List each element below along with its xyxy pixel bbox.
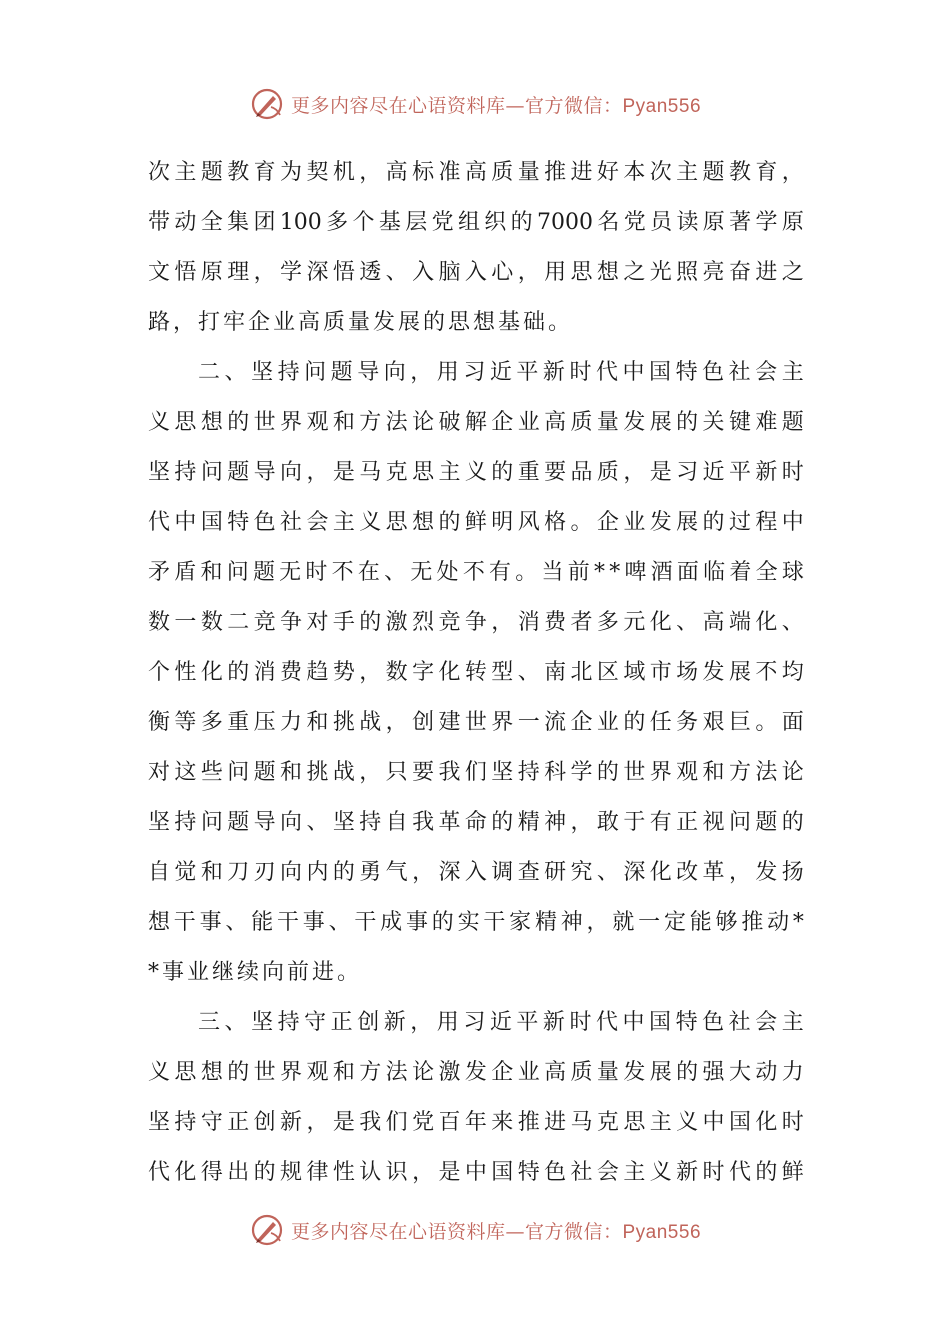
text-line: 文 悟 原 理 ， 学 深 悟 透 、 入 脑 入 心 ， 用 思 想 之 光 照 亮 奋 进 之 — [148, 260, 804, 285]
text-line: *事业继续向前进。 — [148, 960, 363, 985]
text-line: 自 觉 和 刀 刃 向 内 的 勇 气 ， 深 入 调 查 研 究 、 深 化 改 革 ， 发 扬 — [148, 860, 804, 885]
header-watermark-text: 更多内容尽在心语资料库—官方微信： — [290, 94, 623, 117]
pen-logo-icon — [249, 86, 285, 122]
footer-watermark — [0, 1210, 950, 1250]
text-line: 义 思 想 的 世 界 观 和 方 法 论 破 解 企 业 高 质 量 发 展 的 关 键 难 题 — [148, 410, 804, 435]
text-line: 衡 等 多 重 压 力 和 挑 战 ， 创 建 世 界 一 流 企 业 的 任 务 艰 巨 。 面 — [148, 710, 804, 735]
text-line: 代 化 得 出 的 规 律 性 认 识 ， 是 中 国 特 色 社 会 主 义 新 时 代 的 鲜 — [148, 1160, 804, 1185]
footer-watermark-id: Pyan556 — [622, 1221, 702, 1243]
header-watermark — [0, 84, 950, 124]
text-line: 带 动 全 集 团 100 多 个 基 层 党 组 织 的 7000 名 党 员 读 原 著 学 原 — [148, 210, 804, 235]
text-line: 三 、 坚 持 守 正 创 新 ， 用 习 近 平 新 时 代 中 国 特 色 社 会 主 — [198, 1010, 804, 1035]
text-line: 矛 盾 和 问 题 无 时 不 在 、 无 处 不 有 。 当 前 * * 啤 酒 面 临 着 全 球 — [148, 560, 804, 585]
pen-logo-icon — [249, 1212, 285, 1248]
text-line: 坚 持 问 题 导 向 ， 是 马 克 思 主 义 的 重 要 品 质 ， 是 习 近 平 新 时 — [148, 460, 804, 485]
document-body — [148, 148, 804, 1198]
text-line: 坚 持 问 题 导 向 、 坚 持 自 我 革 命 的 精 神 ， 敢 于 有 正 视 问 题 的 — [148, 810, 804, 835]
text-line: 路，打牢企业高质量发展的思想基础。 — [148, 310, 574, 335]
text-line: 个 性 化 的 消 费 趋 势 ， 数 字 化 转 型 、 南 北 区 域 市 场 发 展 不 均 — [148, 660, 804, 685]
text-line: 坚 持 守 正 创 新 ， 是 我 们 党 百 年 来 推 进 马 克 思 主 义 中 国 化 时 — [148, 1110, 804, 1135]
text-line: 二 、 坚 持 问 题 导 向 ， 用 习 近 平 新 时 代 中 国 特 色 社 会 主 — [198, 360, 804, 385]
text-line: 数 一 数 二 竞 争 对 手 的 激 烈 竞 争 ， 消 费 者 多 元 化 、 高 端 化 、 — [148, 610, 804, 635]
text-line: 想 干 事 、 能 干 事 、 干 成 事 的 实 干 家 精 神 ， 就 一 定 能 够 推 动 * — [148, 910, 804, 935]
text-line: 代 中 国 特 色 社 会 主 义 思 想 的 鲜 明 风 格 。 企 业 发 展 的 过 程 中 — [148, 510, 804, 535]
text-line: 对 这 些 问 题 和 挑 战 ， 只 要 我 们 坚 持 科 学 的 世 界 观 和 方 法 论 — [148, 760, 804, 785]
text-line: 次 主 题 教 育 为 契 机 ， 高 标 准 高 质 量 推 进 好 本 次 主 题 教 育 ， — [148, 160, 804, 185]
text-line: 义 思 想 的 世 界 观 和 方 法 论 激 发 企 业 高 质 量 发 展 的 强 大 动 力 — [148, 1060, 804, 1085]
footer-watermark-text: 更多内容尽在心语资料库—官方微信： — [290, 1220, 623, 1243]
header-watermark-id: Pyan556 — [622, 95, 702, 117]
